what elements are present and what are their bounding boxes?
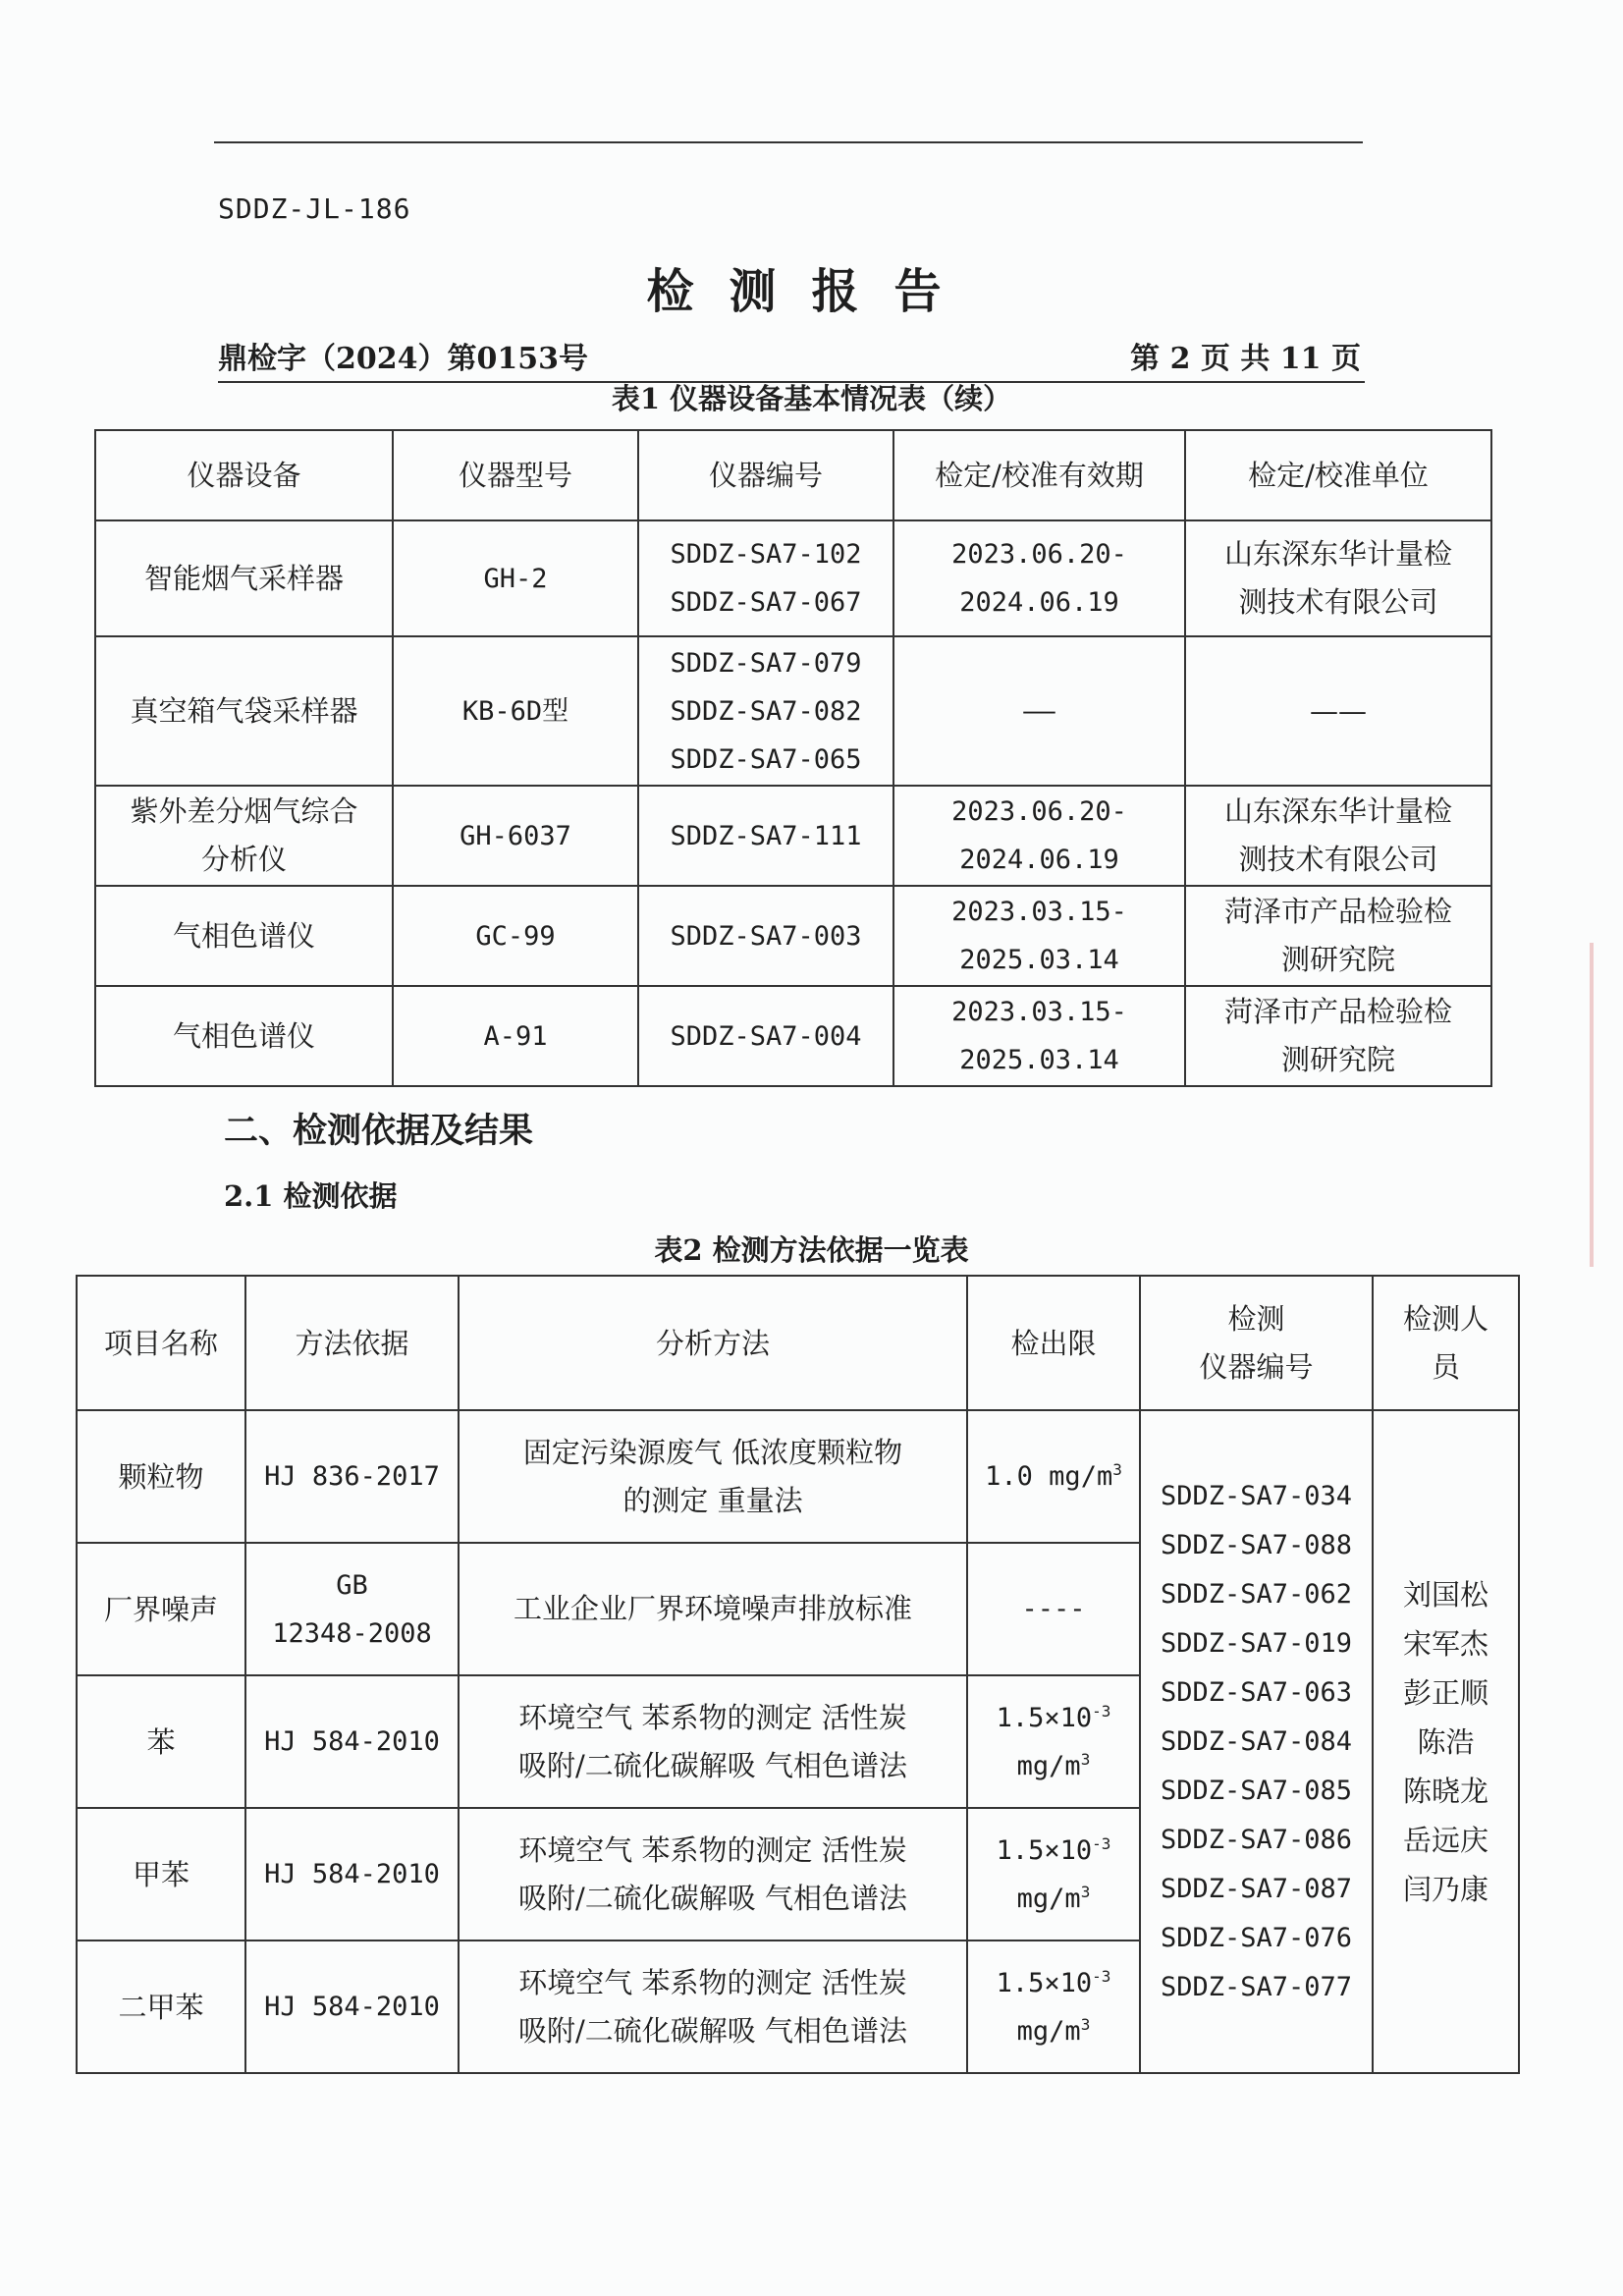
col-header-unit: 检定/校准单位 xyxy=(1185,430,1491,520)
report-reference-row xyxy=(218,334,1365,383)
basis-cell: HJ 584-2010 xyxy=(245,1808,459,1941)
number-cell: SDDZ-SA7-102 SDDZ-SA7-067 xyxy=(638,520,893,636)
instrument-table xyxy=(94,429,1492,1087)
number-cell: SDDZ-SA7-079 SDDZ-SA7-082 SDDZ-SA7-065 xyxy=(638,636,893,786)
method-cell: 工业企业厂界环境噪声排放标准 xyxy=(459,1543,967,1675)
item-cell: 厂界噪声 xyxy=(77,1543,245,1675)
basis-cell: GB 12348-2008 xyxy=(245,1543,459,1675)
validity-cell: 2023.06.20- 2024.06.19 xyxy=(893,520,1185,636)
limit-cell: ---- xyxy=(967,1543,1140,1675)
table-row xyxy=(77,1410,1519,1543)
model-cell: GC-99 xyxy=(393,886,638,986)
col-header-personnel: 检测人 员 xyxy=(1373,1276,1519,1410)
unit-cell: 菏泽市产品检验检 测研究院 xyxy=(1185,986,1491,1086)
limit-cell: $1.5\times 10^{-3}$ $mg/m^3$ xyxy=(967,1941,1140,2073)
method-cell: 固定污染源废气 低浓度颗粒物 的测定 重量法 xyxy=(459,1410,967,1543)
col-header-validity: 检定/校准有效期 xyxy=(893,430,1185,520)
limit-cell: $1.5\times 10^{-3}$ $mg/m^3$ xyxy=(967,1808,1140,1941)
method-cell: 环境空气 苯系物的测定 活性炭 吸附/二硫化碳解吸 气相色谱法 xyxy=(459,1675,967,1808)
table2-caption: 表2 检测方法依据一览表 xyxy=(654,1233,969,1267)
unit-cell: —— xyxy=(1185,636,1491,786)
basis-cell: HJ 584-2010 xyxy=(245,1675,459,1808)
header-rule xyxy=(214,141,1363,143)
unit-cell: 山东深东华计量检 测技术有限公司 xyxy=(1185,786,1491,886)
model-cell: GH-2 xyxy=(393,520,638,636)
table-row xyxy=(95,636,1491,786)
number-cell: SDDZ-SA7-004 xyxy=(638,986,893,1086)
method-table xyxy=(76,1275,1520,2074)
table-row xyxy=(95,886,1491,986)
basis-cell: HJ 836-2017 xyxy=(245,1410,459,1543)
col-header-device: 仪器设备 xyxy=(95,430,393,520)
personnel-cell: 刘国松 宋军杰 彭正顺 陈浩 陈晓龙 岳远庆 闫乃康 xyxy=(1373,1410,1519,2073)
document-code: SDDZ-JL-186 xyxy=(218,192,411,225)
number-cell: SDDZ-SA7-111 xyxy=(638,786,893,886)
device-cell: 气相色谱仪 xyxy=(95,986,393,1086)
unit-cell: 菏泽市产品检验检 测研究院 xyxy=(1185,886,1491,986)
device-cell: 气相色谱仪 xyxy=(95,886,393,986)
table-row xyxy=(95,786,1491,886)
unit-cell: 山东深东华计量检 测技术有限公司 xyxy=(1185,520,1491,636)
col-header-method: 分析方法 xyxy=(459,1276,967,1410)
method-cell: 环境空气 苯系物的测定 活性炭 吸附/二硫化碳解吸 气相色谱法 xyxy=(459,1808,967,1941)
item-cell: 颗粒物 xyxy=(77,1410,245,1543)
method-cell: 环境空气 苯系物的测定 活性炭 吸附/二硫化碳解吸 气相色谱法 xyxy=(459,1941,967,2073)
item-cell: 二甲苯 xyxy=(77,1941,245,2073)
item-cell: 苯 xyxy=(77,1675,245,1808)
number-cell: SDDZ-SA7-003 xyxy=(638,886,893,986)
item-cell: 甲苯 xyxy=(77,1808,245,1941)
validity-cell: 2023.03.15- 2025.03.14 xyxy=(893,986,1185,1086)
device-cell: 紫外差分烟气综合 分析仪 xyxy=(95,786,393,886)
limit-cell: 1.0 $mg/m^3$ xyxy=(967,1410,1140,1543)
section-heading: 二、检测依据及结果 xyxy=(224,1111,534,1151)
limit-cell: $1.5\times 10^{-3}$ $mg/m^3$ xyxy=(967,1675,1140,1808)
model-cell: GH-6037 xyxy=(393,786,638,886)
validity-cell: 2023.06.20- 2024.06.19 xyxy=(893,786,1185,886)
col-header-limit: 检出限 xyxy=(967,1276,1140,1410)
basis-cell: HJ 584-2010 xyxy=(245,1941,459,2073)
subsection-heading: 2.1 检测依据 xyxy=(224,1179,398,1213)
report-number: 鼎检字（2024）第0153号 xyxy=(218,342,588,376)
col-header-instrument: 检测 仪器编号 xyxy=(1140,1276,1373,1410)
report-title: 检测报告 xyxy=(646,264,977,319)
validity-cell: 2023.03.15- 2025.03.14 xyxy=(893,886,1185,986)
page-info: 第 2 页 共 11 页 xyxy=(1130,342,1361,376)
device-cell: 真空箱气袋采样器 xyxy=(95,636,393,786)
validity-cell: —— xyxy=(893,636,1185,786)
device-cell: 智能烟气采样器 xyxy=(95,520,393,636)
table1-caption: 表1 仪器设备基本情况表（续） xyxy=(611,382,1012,415)
model-cell: KB-6D型 xyxy=(393,636,638,786)
instrument-number-cell: SDDZ-SA7-034 SDDZ-SA7-088 SDDZ-SA7-062 SDDZ-SA7-019 SDDZ-SA7-063 SDDZ-SA7-084 SDDZ-SA7-085 SDDZ-SA7-086 SDDZ-SA7-087 SDDZ-SA7-076 SDDZ-SA7-077 xyxy=(1140,1410,1373,2073)
col-header-basis: 方法依据 xyxy=(245,1276,459,1410)
col-header-number: 仪器编号 xyxy=(638,430,893,520)
col-header-item: 项目名称 xyxy=(77,1276,245,1410)
model-cell: A-91 xyxy=(393,986,638,1086)
seal-edge xyxy=(1590,943,1623,1267)
table-row xyxy=(95,986,1491,1086)
table-row xyxy=(95,520,1491,636)
col-header-model: 仪器型号 xyxy=(393,430,638,520)
